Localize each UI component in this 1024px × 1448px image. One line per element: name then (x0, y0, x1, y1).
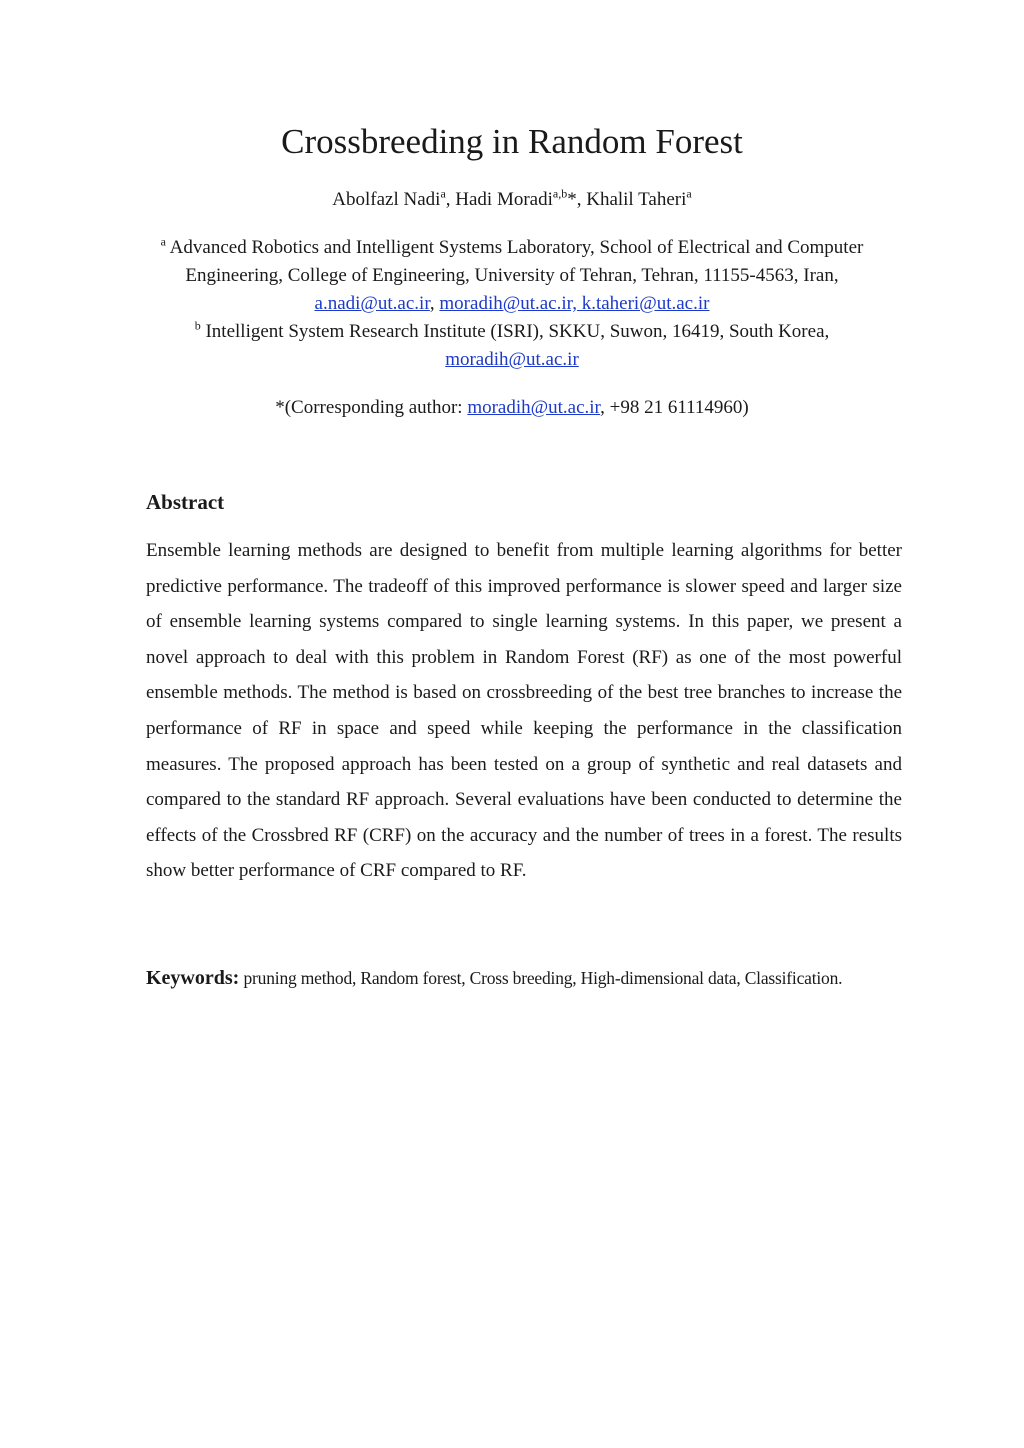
affiliations-block (100, 234, 924, 374)
email-link-nadi[interactable]: a.nadi@ut.ac.ir (314, 293, 430, 314)
author-name: Hadi Moradi (455, 189, 553, 210)
keywords-label: Keywords: (146, 967, 240, 989)
author-affiliation-mark: a,b (552, 186, 568, 201)
affiliation-b-line1 (100, 318, 924, 346)
author-list (0, 187, 1024, 213)
affiliation-a-line1 (100, 234, 924, 262)
corresponding-prefix: *(Corresponding author: (275, 397, 468, 418)
affiliation-b-mark: b (194, 318, 201, 333)
author-affiliation-mark: a (686, 186, 692, 201)
affiliation-b-text: Intelligent System Research Institute (ISRI), SKKU, Suwon, 16419, South Korea, (200, 321, 830, 342)
corresponding-suffix: , +98 21 61114960) (600, 397, 749, 418)
affiliation-a-text: Advanced Robotics and Intelligent Systems Laboratory, School of Electrical and Computer (165, 237, 864, 258)
keywords-line (146, 964, 906, 993)
author-separator: , (576, 189, 587, 210)
corresponding-author (0, 395, 1024, 421)
email-separator: , (429, 293, 440, 314)
corresponding-email-link[interactable]: moradih@ut.ac.ir (467, 397, 601, 418)
corresponding-mark: * (567, 189, 577, 210)
abstract-text: Ensemble learning methods are designed to benefit from multiple learning algorithms for better predictive performance. The tradeoff of this improved performance is slower speed and larger size of ensemble learning systems compared to single learning systems. In this paper, we present a novel approach to deal with this problem in Random Forest (RF) as one of the most powerful ensemble methods. The method is based on crossbreeding of the best tree branches to increase the performance of RF in space and speed while keeping the performance in the classification measures. The proposed approach has been tested on a group of synthetic and real datasets and compared to the standard RF approach. Several evaluations have been conducted to determine the effects of the Crossbred RF (CRF) on the accuracy and the number of trees in a forest. The results show better performance of CRF compared to RF. (146, 540, 902, 882)
author-affiliation-mark: a (440, 186, 446, 201)
email-link-moradi-b[interactable]: moradih@ut.ac.ir (445, 349, 579, 370)
affiliation-a-emails (100, 290, 924, 318)
paper-title: Crossbreeding in Random Forest (281, 122, 743, 161)
keywords-text: pruning method, Random forest, Cross breeding, High-dimensional data, Classification. (239, 968, 843, 988)
affiliation-a-mark: a (160, 234, 166, 249)
abstract-heading: Abstract (146, 490, 225, 514)
affiliation-a-line2: Engineering, College of Engineering, University of Tehran, Tehran, 11155-4563, Iran, (185, 265, 839, 286)
author-name: Abolfazl Nadi (332, 189, 441, 210)
email-link-moradi-taheri[interactable]: moradih@ut.ac.ir, k.taheri@ut.ac.ir (439, 293, 710, 314)
author-name: Khalil Taheri (586, 189, 687, 210)
affiliation-b-email (100, 346, 924, 374)
author-separator: , (445, 189, 456, 210)
